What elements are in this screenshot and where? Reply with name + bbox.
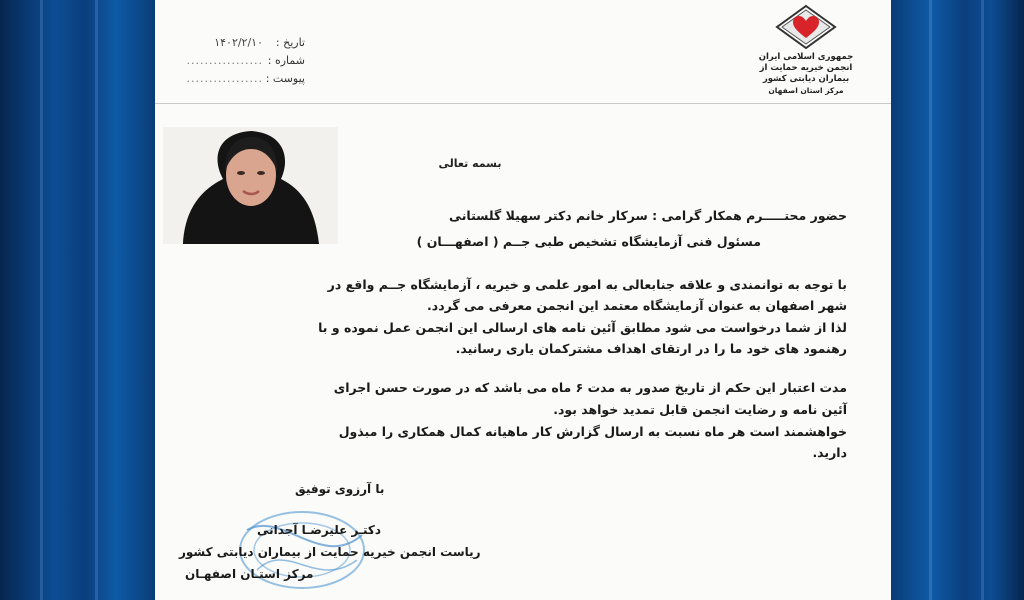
paragraph1-line3: لذا از شما درخواست می شود مطابق آئین نامه های ارسالی این انجمن عمل نموده و با xyxy=(318,320,847,335)
signatory-name: دکتـر علیرضـا آجدانی xyxy=(257,523,382,537)
number-label: شماره : xyxy=(267,54,305,67)
paragraph2-line2: آئین نامه و رضایت انجمن قابل تمدید خواهد بود. xyxy=(553,402,847,417)
org-country: جمهوری اسلامی ایران xyxy=(758,52,854,62)
signatory-title: ریاست انجمن خیریه حمایت از بیماران دیابتی کشور xyxy=(179,545,481,559)
date-label: تاریخ : xyxy=(275,36,305,49)
letter-document xyxy=(155,0,891,600)
organization-logo xyxy=(741,4,871,100)
heart-logo-icon xyxy=(775,4,837,50)
paragraph1-line1: با توجه به توانمندی و علاقه جنابعالی به امور علمی و خیریه ، آزمایشگاه جــم واقع در xyxy=(327,277,847,292)
date-value: ۱۴۰۲/۲/۱۰ xyxy=(214,36,263,49)
bismillah-heading: بسمه تعالی xyxy=(438,157,502,170)
salutation-line: حضور محتـــــرم همکار گرامی : سرکار خانم دکتر سهیلا گلستانی xyxy=(449,208,847,223)
org-branch: مرکز استان اصفهان xyxy=(768,86,844,95)
attachment-dots: ................. xyxy=(186,72,263,85)
org-name-2: بیماران دیابتی کشور xyxy=(762,74,850,84)
paragraph1-line4: رهنمود های خود ما را در ارتقای اهداف مشترکمان یاری رسانید. xyxy=(455,341,847,356)
paragraph3-line1: خواهشمند است هر ماه نسبت به ارسال گزارش کار ماهیانه کمال همکاری را مبذول xyxy=(338,424,847,439)
paragraph1-line2: شهر اصفهان به عنوان آزمایشگاه معتمد این انجمن معرفی می گردد. xyxy=(427,298,847,313)
org-name-1: انجمن خیریه حمایت از xyxy=(759,63,853,73)
signatory-center: مرکز استـان اصفهـان xyxy=(185,567,314,581)
right-blue-panel xyxy=(891,0,1024,600)
number-dots: ................. xyxy=(186,54,263,67)
attachment-label: پیوست : xyxy=(265,72,305,85)
header-divider xyxy=(155,103,891,104)
letter-meta xyxy=(155,36,305,90)
left-blue-panel xyxy=(0,0,155,600)
paragraph3-line2: دارید. xyxy=(812,445,847,460)
paragraph2-line1: مدت اعتبار این حکم از تاریخ صدور به مدت ۶ ماه می باشد که در صورت حسن اجرای xyxy=(333,380,847,395)
portrait-photo xyxy=(163,127,338,244)
closing-line: با آرزوی توفیق xyxy=(295,482,385,496)
position-line: مسئول فنی آزمایشگاه تشخیص طبی جــم ( اصفهـــان ) xyxy=(416,234,761,249)
